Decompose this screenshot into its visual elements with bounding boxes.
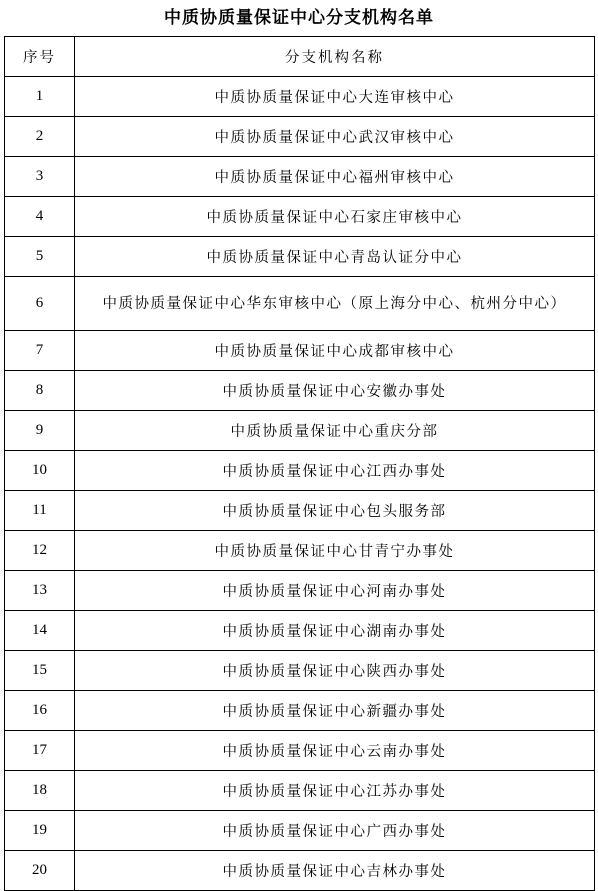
row-no: 10 (5, 451, 75, 491)
row-name: 中质协质量保证中心成都审核中心 (75, 331, 595, 371)
row-no: 11 (5, 491, 75, 531)
row-name: 中质协质量保证中心石家庄审核中心 (75, 197, 595, 237)
table-row (5, 731, 595, 771)
row-no: 14 (5, 611, 75, 651)
table-row (5, 451, 595, 491)
row-name: 中质协质量保证中心江西办事处 (75, 451, 595, 491)
row-no: 7 (5, 331, 75, 371)
row-name: 中质协质量保证中心重庆分部 (75, 411, 595, 451)
row-name: 中质协质量保证中心青岛认证分中心 (75, 237, 595, 277)
row-no: 1 (5, 77, 75, 117)
row-name: 中质协质量保证中心吉林办事处 (75, 851, 595, 891)
row-no: 13 (5, 571, 75, 611)
row-no: 5 (5, 237, 75, 277)
row-no: 4 (5, 197, 75, 237)
header-name: 分支机构名称 (75, 37, 595, 77)
row-no: 20 (5, 851, 75, 891)
table-row (5, 771, 595, 811)
table-row (5, 331, 595, 371)
table-row (5, 531, 595, 571)
row-name: 中质协质量保证中心河南办事处 (75, 571, 595, 611)
row-name: 中质协质量保证中心华东审核中心（原上海分中心、杭州分中心） (75, 277, 595, 331)
row-no: 3 (5, 157, 75, 197)
row-no: 17 (5, 731, 75, 771)
row-name: 中质协质量保证中心湖南办事处 (75, 611, 595, 651)
table-row (5, 571, 595, 611)
row-no: 8 (5, 371, 75, 411)
row-no: 6 (5, 277, 75, 331)
table-row (5, 117, 595, 157)
row-no: 2 (5, 117, 75, 157)
row-no: 16 (5, 691, 75, 731)
table-row (5, 237, 595, 277)
row-name: 中质协质量保证中心广西办事处 (75, 811, 595, 851)
row-no: 18 (5, 771, 75, 811)
table-header-row (5, 37, 595, 77)
table-row (5, 371, 595, 411)
row-name: 中质协质量保证中心武汉审核中心 (75, 117, 595, 157)
row-name: 中质协质量保证中心新疆办事处 (75, 691, 595, 731)
table-row (5, 411, 595, 451)
table-row (5, 691, 595, 731)
table-row (5, 651, 595, 691)
table-row (5, 157, 595, 197)
row-name: 中质协质量保证中心包头服务部 (75, 491, 595, 531)
row-no: 19 (5, 811, 75, 851)
row-name: 中质协质量保证中心陕西办事处 (75, 651, 595, 691)
row-name: 中质协质量保证中心大连审核中心 (75, 77, 595, 117)
table-row (5, 77, 595, 117)
row-name: 中质协质量保证中心江苏办事处 (75, 771, 595, 811)
row-no: 15 (5, 651, 75, 691)
row-name: 中质协质量保证中心安徽办事处 (75, 371, 595, 411)
table-row (5, 811, 595, 851)
table-row (5, 851, 595, 891)
row-name: 中质协质量保证中心云南办事处 (75, 731, 595, 771)
row-name: 中质协质量保证中心福州审核中心 (75, 157, 595, 197)
branch-table (4, 36, 595, 891)
row-no: 9 (5, 411, 75, 451)
table-row (5, 491, 595, 531)
table-row (5, 277, 595, 331)
row-no: 12 (5, 531, 75, 571)
page-title: 中质协质量保证中心分支机构名单 (164, 8, 434, 28)
row-name: 中质协质量保证中心甘青宁办事处 (75, 531, 595, 571)
header-no: 序号 (5, 37, 75, 77)
table-row (5, 197, 595, 237)
table-row (5, 611, 595, 651)
